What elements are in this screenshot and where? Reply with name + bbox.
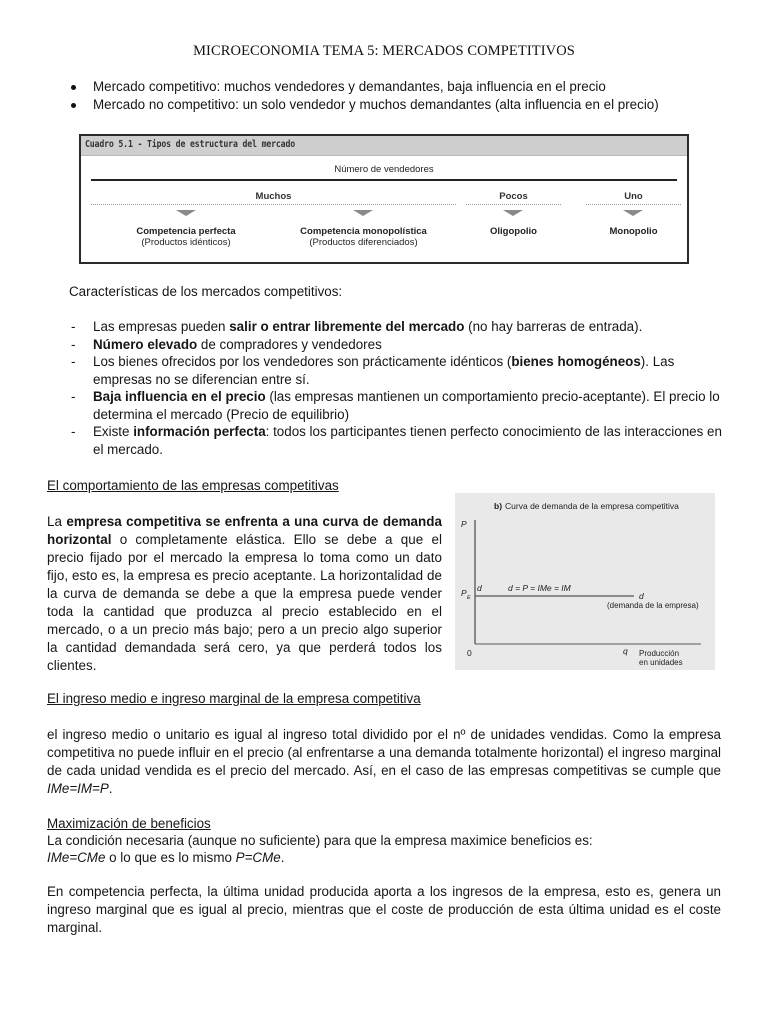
characteristics-heading: Características de los mercados competitivos: [69, 284, 343, 299]
svg-text:d: d [477, 583, 482, 593]
section-heading-profit-max: Maximización de beneficios [47, 816, 211, 831]
arrow-down-icon [503, 210, 523, 216]
svg-text:P: P [461, 588, 467, 598]
list-item: - Número elevado de compradores y vendedores [71, 336, 382, 352]
svg-text:b)Curva de demanda de la empre: b) Curva de demanda de la empresa competitiva [494, 501, 679, 511]
category-perfect-competition: Competencia perfecta (Productos idénticos) [136, 226, 236, 248]
divider [586, 204, 681, 205]
group-label-muchos: Muchos [255, 191, 292, 202]
condition-text: La condición necesaria (aunque no suficiente) para que la empresa maximice beneficios es: [47, 833, 593, 848]
divider [91, 179, 677, 181]
bullet-icon [71, 103, 76, 108]
divider [91, 204, 456, 205]
chart-graphic [455, 493, 715, 670]
svg-text:d: d [639, 591, 644, 601]
arrow-down-icon [176, 210, 196, 216]
arrow-down-icon [623, 210, 643, 216]
svg-text:q: q [623, 646, 628, 656]
behavior-paragraph: La empresa competitiva se enfrenta a una curva de demanda horizontal o completamente elástica. Ello se debe a que el precio fijado por el mercado la empresa lo toma como un dato fijo, esto es, la empresa es precio aceptante. La horizontalidad de la curva de demanda se debe a que la empresa puede vender toda la cantidad que produzca al precio establecido en el mercado, o a un precio más bajo; pero a un precio algo superior la cantidad demandada será cero, ya que perderá todos los clientes. [47, 514, 442, 673]
characteristics-list [69, 318, 729, 458]
page-title: MICROECONOMIA TEMA 5: MERCADOS COMPETITIVOS [193, 43, 575, 59]
table-caption: Cuadro 5.1 - Tipos de estructura del mercado [81, 136, 687, 156]
revenue-paragraph: el ingreso medio o unitario es igual al ingreso total dividido por el nº de unidades vendidas. Como la empresa competitiva no puede influir en el precio (al enfrentarse a una demanda totalmente horizontal) el ingreso marginal de cada unidad vendida es el precio del mercado. Así, en el caso de las empresas competitivas se cumple que IMe=IM=P. [47, 727, 721, 796]
bullet-item: Mercado competitivo: muchos vendedores y demandantes, baja influencia en el precio [68, 78, 748, 96]
condition-formula: IMe=CMe o lo que es lo mismo P=CMe. [47, 850, 285, 865]
svg-text:E: E [467, 595, 471, 601]
group-label-pocos: Pocos [499, 191, 528, 202]
svg-text:0: 0 [467, 648, 472, 658]
group-label-uno: Uno [624, 191, 643, 202]
bullet-icon [71, 85, 76, 90]
list-item: - Las empresas pueden salir o entrar libremente del mercado (no hay barreras de entrada). [71, 319, 643, 334]
category-monopolistic-competition: Competencia monopolística (Productos diferenciados) [300, 226, 427, 248]
svg-text:Producción: Producción [639, 649, 680, 658]
list-item: - Los bienes ofrecidos por los vendedores son prácticamente idénticos (bienes homogéneos). Las empresas no se diferencian entre sí. [71, 354, 675, 387]
list-item: - Baja influencia en el precio (las empresas mantienen un comportamiento precio-aceptante). El precio lo determina el mercado (Precio de equilibrio) [71, 389, 720, 422]
profit-max-block [47, 815, 727, 866]
section-heading-revenue: El ingreso medio e ingreso marginal de la empresa competitiva [47, 691, 421, 706]
divider [466, 204, 561, 205]
svg-text:d = P = IMe = IM: d = P = IMe = IM [508, 583, 571, 593]
market-structure-table [79, 134, 689, 264]
svg-text:en unidades: en unidades [639, 658, 683, 667]
bullet-item: Mercado no competitivo: un solo vendedor y muchos demandantes (alta influencia en el precio) [68, 96, 748, 114]
intro-bullet-list [68, 78, 748, 114]
arrow-down-icon [353, 210, 373, 216]
category-oligopoly: Oligopolio [490, 226, 537, 237]
table-top-label: Número de vendedores [334, 164, 434, 175]
perfect-competition-paragraph: En competencia perfecta, la última unidad producida aporta a los ingresos de la empresa, esto es, genera un ingreso marginal que es igual al precio, mientras que el coste de producción de esta última unidad es el coste marginal. [47, 884, 721, 935]
section-heading-behavior: El comportamiento de las empresas competitivas [47, 478, 339, 493]
category-monopoly: Monopolio [609, 226, 658, 237]
demand-curve-chart [455, 493, 715, 670]
list-item: - Existe información perfecta: todos los participantes tienen perfecto conocimiento de las interacciones en el mercado. [71, 424, 722, 457]
svg-text:(demanda de la empresa): (demanda de la empresa) [607, 601, 699, 610]
svg-text:P: P [461, 519, 467, 529]
